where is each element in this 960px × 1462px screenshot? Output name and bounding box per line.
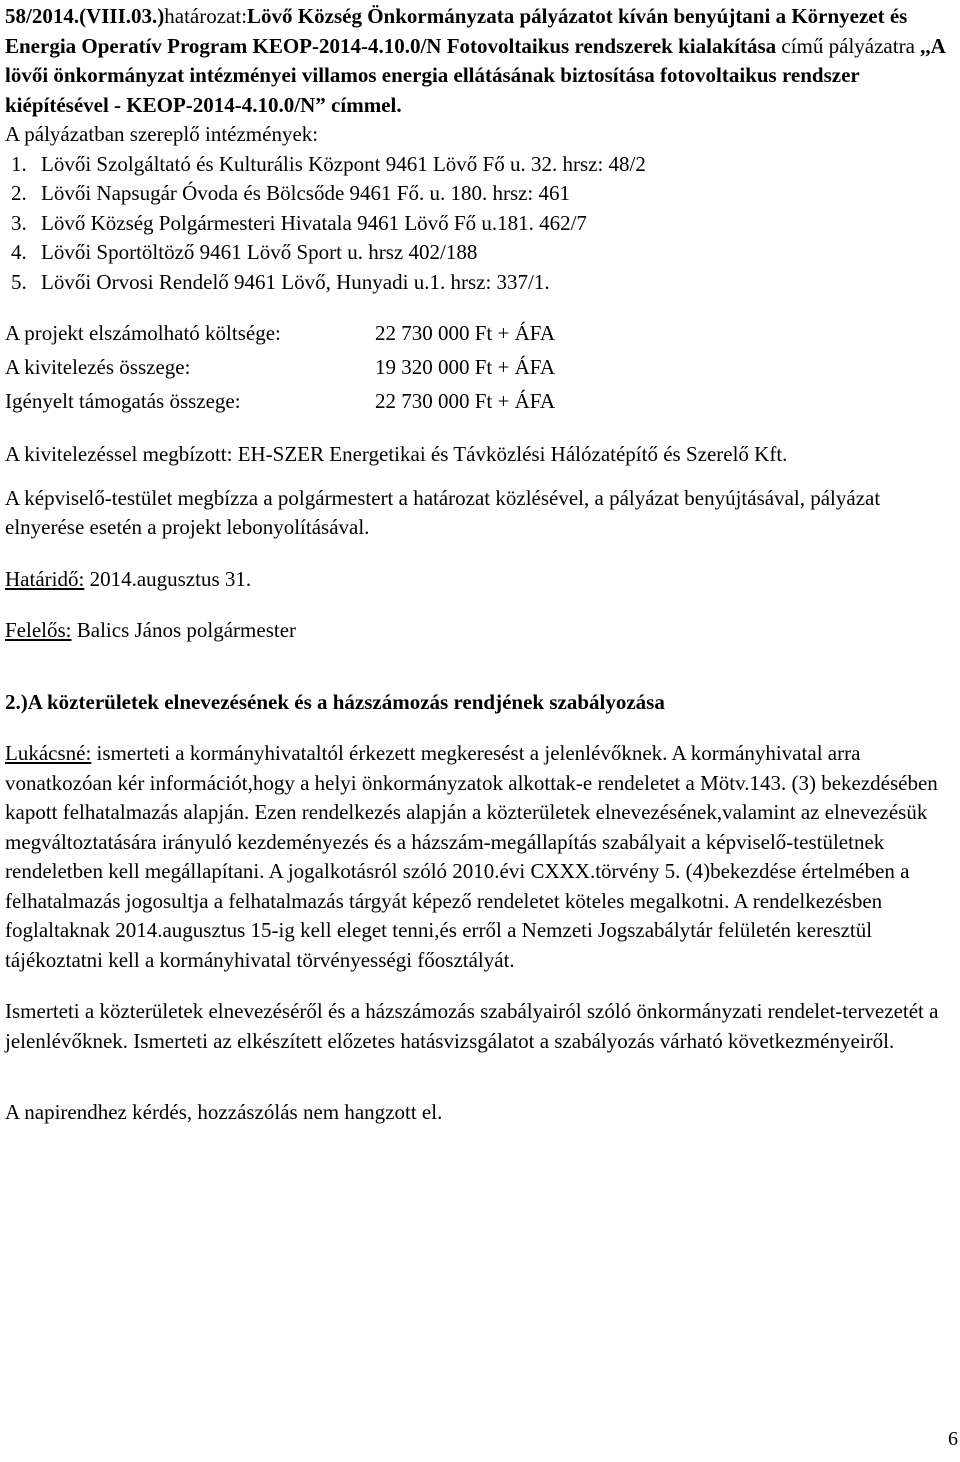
contractor-line: A kivitelezéssel megbízott: EH-SZER Energetikai és Távközlési Hálózatépítő és Szerelő Kft. [5,442,788,466]
cost-row: A projekt elszámolható költsége: 22 730 000 Ft + ÁFA [5,321,556,345]
responsible-line [5,616,950,646]
section-2-paragraph-1 [5,739,950,975]
cost-row: A kivitelezés összege: 19 320 000 Ft + ÁFA [5,355,556,379]
cost-table [5,316,725,418]
deadline-label: Határidő: [5,566,85,591]
list-item: 3. Lövő Község Polgármesteri Hivatala 9461 Lövő Fő u.181. 462/7 [11,210,587,235]
section-2-paragraph-3: A napirendhez kérdés, hozzászólás nem hangzott el. [5,1100,443,1124]
resolution-number: 58/2014.(VIII.03.) [5,4,165,28]
section-2-paragraph-2: Ismerteti a közterületek elnevezéséről és a házszámozás szabályairól szóló önkormányzati rendelet-tervezetét a jelenlévőknek. Ismerteti az elkészített előzetes hatásvizsgálatot a szabályozás várható következményeiről. [5,999,939,1053]
institutions-list [5,150,950,298]
paragraph-body: ismerteti a kormányhivataltól érkezett megkeresést a jelenlévőknek. A kormányhivatal arra vonatkozóan kér információt,hogy a helyi önkormányzatok alkottak-e rendeletet a Mötv.143. (3) bekezdésében kapott felhatalmazás alapján. Ezen rendelkezés alapján a közterületek elnevezésének,valamint az elnevezésük megváltoztatására irányuló kezdeményezés és a házszám-megállapítás szabályait a képviselő-testületnek rendeletben kell megállapítani. A jogalkotásról szóló 2010.évi CXXX.törvény 5. (4)bekezdése értelmében a felhatalmazás jogosultja a felhatalmazás tárgyát képező rendeletet köteles megalkotni. A rendelkezésben foglaltaknak 2014.augusztus 15-ig kell eleget tenni,és erről a Nemzeti Jogszabálytár felületén keresztül tájékoztatni kell a kormányhivatal törvényességi főosztályát. [5,741,938,972]
list-item: 5. Lövői Orvosi Rendelő 9461 Lövő, Hunyadi u.1. hrsz: 337/1. [11,269,550,294]
deadline-line [5,565,950,595]
section-2-heading: 2.)A közterületek elnevezésének és a házszámozás rendjének szabályozása [5,689,665,714]
institutions-heading: A pályázatban szereplő intézmények: [5,122,319,146]
mandate-paragraph: A képviselő-testület megbízza a polgármestert a határozat közlésével, a pályázat benyújtásával, pályázat elnyerése esetén a projekt lebonyolításával. [5,485,881,539]
resolution-text-plain: című pályázatra [776,33,915,58]
resolution-paragraph [5,2,950,120]
page-number: 6 [948,1428,958,1450]
list-item: 1. Lövői Szolgáltató és Kulturális Központ 9461 Lövő Fő u. 32. hrsz: 48/2 [11,151,646,176]
resolution-label: határozat: [164,4,248,28]
responsible-label: Felelős: [5,618,72,642]
deadline-value: 2014.augusztus 31. [84,566,252,591]
cost-row: Igényelt támogatás összege: 22 730 000 Ft + ÁFA [5,389,556,413]
responsible-value: Balics János polgármester [71,618,297,642]
resolution-title: ,,A lövői önkormányzat intézményei villamos energia ellátásának biztosítása fotovoltaikus rendszer kiépítésével - KEOP-2014-4.10.0/N” címmel. [5,33,945,117]
document-page [5,2,950,1128]
list-item: 2. Lövői Napsugár Óvoda és Bölcsőde 9461 Fő. u. 180. hrsz: 461 [11,181,571,205]
speaker-name: Lukácsné: [5,741,92,765]
list-item: 4. Lövői Sportöltöző 9461 Lövő Sport u. hrsz 402/188 [11,240,478,264]
resolution-text-bold: Lövő Község Önkormányzata pályázatot kíván benyújtani a Környezet és Energia Operatív Program KEOP-2014-4.10.0/N Fotovoltaikus rendszerek kialakítása [5,4,908,58]
